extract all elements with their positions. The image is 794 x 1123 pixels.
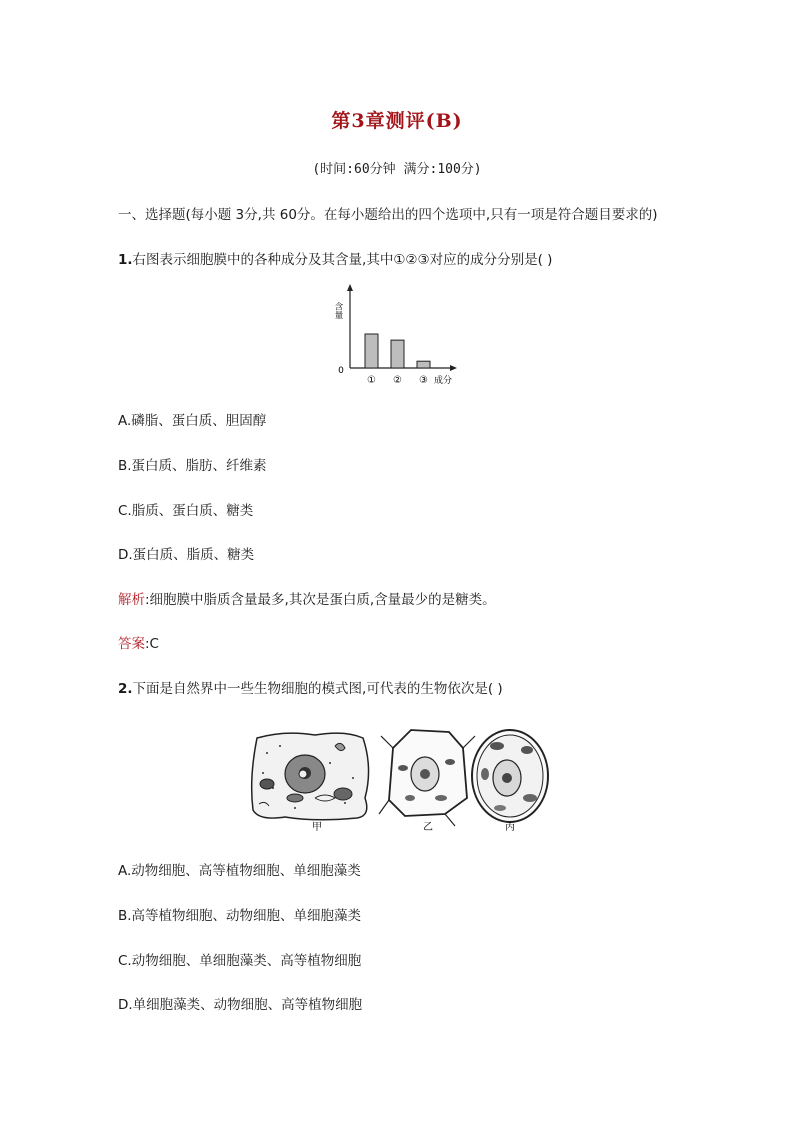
plant-cell-figure <box>379 730 475 826</box>
q1-analysis <box>118 588 496 608</box>
question-number: 2. <box>118 681 133 697</box>
q2-option-b: B.高等植物细胞、动物细胞、单细胞藻类 <box>118 908 362 924</box>
bar-chart <box>330 282 465 388</box>
y-axis-label: 含量 <box>333 302 343 319</box>
x-tick-label-2: ② <box>393 375 402 386</box>
animal-cell-figure <box>252 733 369 820</box>
answer-text: :C <box>145 636 159 652</box>
q1-option-b: B.蛋白质、脂肪、纤维素 <box>118 458 267 474</box>
exam-meta: (时间:60分钟 满分:100分) <box>312 162 482 177</box>
figure-label-yi: 乙 <box>423 822 433 833</box>
q2-option-c: C.动物细胞、单细胞藻类、高等植物细胞 <box>118 953 362 969</box>
answer-label: 答案 <box>118 636 145 652</box>
bar-1 <box>365 334 378 368</box>
origin-label: 0 <box>338 366 344 376</box>
q2-option-a: A.动物细胞、高等植物细胞、单细胞藻类 <box>118 863 361 879</box>
y-axis-arrow <box>347 284 353 291</box>
cell-diagrams <box>245 718 555 838</box>
page-title: 第3章测评(B) <box>331 110 463 132</box>
x-tick-label-3: ③ <box>419 375 428 386</box>
section-heading: 一、选择题(每小题 3分,共 60分。在每小题给出的四个选项中,只有一项是符合题目要求的) <box>118 207 658 223</box>
question-1 <box>118 248 552 268</box>
question-stem: 右图表示细胞膜中的各种成分及其含量,其中①②③对应的成分分别是( ) <box>132 252 553 268</box>
x-tick-label-1: ① <box>367 375 376 386</box>
q1-answer <box>118 632 159 652</box>
q1-option-d: D.蛋白质、脂质、糖类 <box>118 547 255 563</box>
question-number: 1. <box>118 252 133 268</box>
question-stem: 下面是自然界中一些生物细胞的模式图,可代表的生物依次是( ) <box>132 681 503 697</box>
analysis-text: :细胞膜中脂质含量最多,其次是蛋白质,含量最少的是糖类。 <box>145 592 496 608</box>
x-axis-arrow <box>450 365 457 371</box>
algae-cell-figure <box>472 730 548 822</box>
analysis-label: 解析 <box>118 592 145 608</box>
question-2 <box>118 677 503 697</box>
figure-label-jia: 甲 <box>312 822 322 833</box>
bar-2 <box>391 340 404 368</box>
bar-3 <box>417 361 430 368</box>
x-axis-label: 成分 <box>434 376 453 386</box>
q1-option-a: A.磷脂、蛋白质、胆固醇 <box>118 413 267 429</box>
q2-option-d: D.单细胞藻类、动物细胞、高等植物细胞 <box>118 997 363 1013</box>
q1-option-c: C.脂质、蛋白质、糖类 <box>118 503 254 519</box>
figure-label-bing: 丙 <box>505 822 515 833</box>
